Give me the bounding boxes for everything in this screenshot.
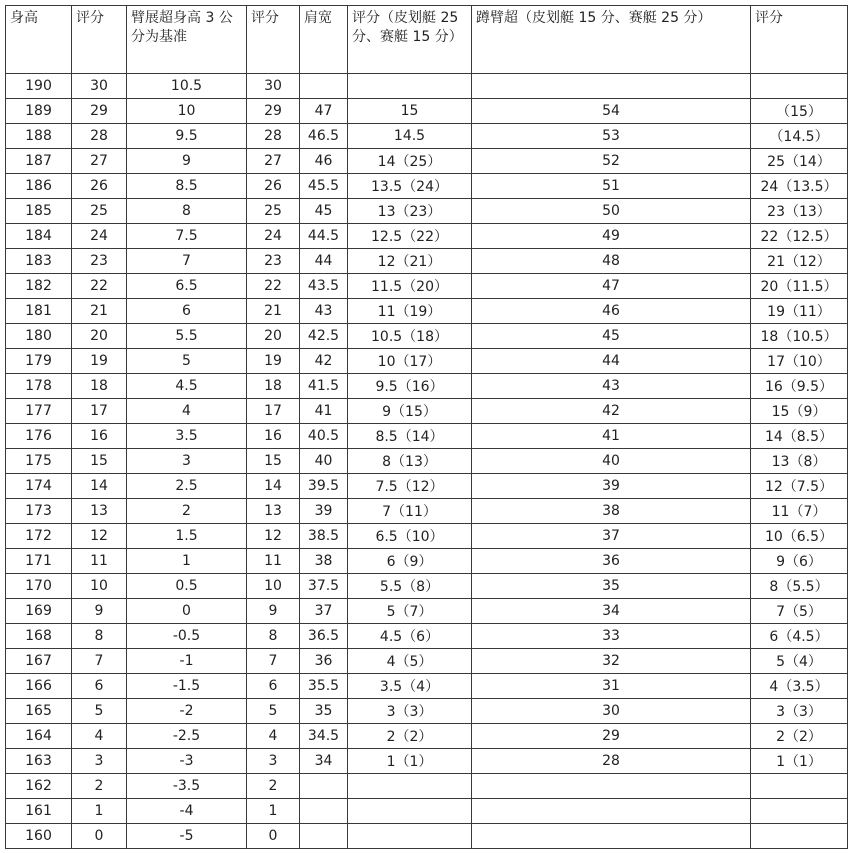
armspan-cell: -3 [127,749,247,774]
shoulder-score-cell: 3（3） [348,699,472,724]
height-cell: 167 [6,649,72,674]
shoulder-score-cell: 10.5（18） [348,324,472,349]
squat-arm-cell: 40 [472,449,751,474]
armspan-score-cell: 30 [247,74,300,99]
height-cell: 170 [6,574,72,599]
shoulder-score-cell: 6.5（10） [348,524,472,549]
squat-arm-cell: 49 [472,224,751,249]
table-row [6,674,848,699]
height-cell: 184 [6,224,72,249]
squat-arm-cell: 46 [472,299,751,324]
shoulder-score-cell: 14.5 [348,124,472,149]
height-cell: 189 [6,99,72,124]
height-score-cell: 24 [72,224,127,249]
armspan-cell: 2.5 [127,474,247,499]
table-row [6,524,848,549]
height-cell: 163 [6,749,72,774]
header-row [6,6,848,74]
armspan-score-cell: 4 [247,724,300,749]
shoulder-cell: 42 [300,349,348,374]
armspan-score-cell: 22 [247,274,300,299]
shoulder-cell: 39 [300,499,348,524]
armspan-score-cell: 10 [247,574,300,599]
shoulder-score-cell [348,799,472,824]
shoulder-cell: 36 [300,649,348,674]
squat-arm-cell: 44 [472,349,751,374]
squat-arm-score-cell: 1（1） [751,749,848,774]
armspan-cell: 10.5 [127,74,247,99]
armspan-cell: 10 [127,99,247,124]
squat-arm-score-cell: 5（4） [751,649,848,674]
shoulder-cell: 39.5 [300,474,348,499]
squat-arm-score-cell: 15（9） [751,399,848,424]
shoulder-score-cell [348,824,472,849]
armspan-cell: 9.5 [127,124,247,149]
squat-arm-cell: 53 [472,124,751,149]
armspan-cell: 2 [127,499,247,524]
squat-arm-score-cell: 17（10） [751,349,848,374]
height-score-cell: 12 [72,524,127,549]
height-score-cell: 20 [72,324,127,349]
squat-arm-cell: 43 [472,374,751,399]
table-row [6,124,848,149]
header-height-score: 评分 [72,6,127,74]
table-row [6,249,848,274]
height-cell: 175 [6,449,72,474]
squat-arm-score-cell: 25（14） [751,149,848,174]
shoulder-score-cell: 9（15） [348,399,472,424]
squat-arm-cell: 29 [472,724,751,749]
shoulder-score-cell: 11.5（20） [348,274,472,299]
armspan-cell: 7 [127,249,247,274]
squat-arm-score-cell [751,774,848,799]
table-row [6,699,848,724]
squat-arm-cell [472,824,751,849]
height-score-cell: 18 [72,374,127,399]
squat-arm-score-cell: 9（6） [751,549,848,574]
armspan-cell: 3.5 [127,424,247,449]
armspan-score-cell: 25 [247,199,300,224]
table-row [6,824,848,849]
armspan-score-cell: 2 [247,774,300,799]
shoulder-score-cell: 5.5（8） [348,574,472,599]
armspan-cell: -3.5 [127,774,247,799]
armspan-score-cell: 9 [247,599,300,624]
height-score-cell: 17 [72,399,127,424]
height-score-cell: 5 [72,699,127,724]
height-cell: 178 [6,374,72,399]
score-table [5,5,848,849]
squat-arm-score-cell: 2（2） [751,724,848,749]
height-cell: 172 [6,524,72,549]
squat-arm-cell: 38 [472,499,751,524]
shoulder-cell: 38.5 [300,524,348,549]
armspan-cell: 8 [127,199,247,224]
shoulder-score-cell: 4.5（6） [348,624,472,649]
shoulder-score-cell: 13.5（24） [348,174,472,199]
squat-arm-cell: 52 [472,149,751,174]
armspan-cell: -1.5 [127,674,247,699]
squat-arm-cell: 50 [472,199,751,224]
shoulder-score-cell: 4（5） [348,649,472,674]
armspan-score-cell: 6 [247,674,300,699]
table-row [6,274,848,299]
armspan-cell: 5.5 [127,324,247,349]
armspan-score-cell: 0 [247,824,300,849]
height-score-cell: 2 [72,774,127,799]
squat-arm-cell: 35 [472,574,751,599]
table-row [6,649,848,674]
shoulder-cell: 37 [300,599,348,624]
height-score-cell: 7 [72,649,127,674]
armspan-score-cell: 7 [247,649,300,674]
armspan-score-cell: 27 [247,149,300,174]
armspan-cell: 8.5 [127,174,247,199]
squat-arm-score-cell: 18（10.5） [751,324,848,349]
squat-arm-score-cell [751,74,848,99]
armspan-score-cell: 3 [247,749,300,774]
squat-arm-score-cell: 12（7.5） [751,474,848,499]
armspan-score-cell: 28 [247,124,300,149]
squat-arm-cell: 54 [472,99,751,124]
table-row [6,299,848,324]
squat-arm-score-cell: 8（5.5） [751,574,848,599]
shoulder-cell [300,824,348,849]
shoulder-cell: 36.5 [300,624,348,649]
table-row [6,224,848,249]
squat-arm-cell: 37 [472,524,751,549]
table-row [6,74,848,99]
squat-arm-score-cell: 22（12.5） [751,224,848,249]
squat-arm-cell: 33 [472,624,751,649]
header-armspan-score: 评分 [247,6,300,74]
squat-arm-cell: 48 [472,249,751,274]
height-score-cell: 26 [72,174,127,199]
height-cell: 177 [6,399,72,424]
shoulder-cell: 43.5 [300,274,348,299]
armspan-cell: 1.5 [127,524,247,549]
shoulder-cell: 45.5 [300,174,348,199]
table-row [6,99,848,124]
height-score-cell: 10 [72,574,127,599]
shoulder-score-cell: 6（9） [348,549,472,574]
armspan-cell: -2.5 [127,724,247,749]
header-shoulder-score: 评分（皮划艇 25 分、赛艇 15 分） [348,6,472,74]
height-cell: 179 [6,349,72,374]
shoulder-score-cell [348,74,472,99]
shoulder-cell [300,774,348,799]
squat-arm-cell [472,74,751,99]
shoulder-score-cell: 7（11） [348,499,472,524]
squat-arm-cell: 39 [472,474,751,499]
header-height: 身高 [6,6,72,74]
squat-arm-cell: 51 [472,174,751,199]
armspan-score-cell: 23 [247,249,300,274]
shoulder-score-cell [348,774,472,799]
height-score-cell: 6 [72,674,127,699]
armspan-cell: 4.5 [127,374,247,399]
table-row [6,324,848,349]
height-score-cell: 27 [72,149,127,174]
height-score-cell: 19 [72,349,127,374]
table-row [6,624,848,649]
table-row [6,724,848,749]
armspan-cell: -4 [127,799,247,824]
table-row [6,399,848,424]
height-cell: 165 [6,699,72,724]
height-score-cell: 25 [72,199,127,224]
height-score-cell: 30 [72,74,127,99]
shoulder-cell: 40.5 [300,424,348,449]
height-score-cell: 22 [72,274,127,299]
armspan-score-cell: 11 [247,549,300,574]
armspan-cell: 0 [127,599,247,624]
shoulder-cell: 35.5 [300,674,348,699]
shoulder-cell: 34 [300,749,348,774]
height-score-cell: 23 [72,249,127,274]
squat-arm-score-cell: 24（13.5） [751,174,848,199]
table-row [6,599,848,624]
shoulder-score-cell: 1（1） [348,749,472,774]
armspan-score-cell: 12 [247,524,300,549]
height-cell: 161 [6,799,72,824]
shoulder-score-cell: 3.5（4） [348,674,472,699]
table-row [6,474,848,499]
shoulder-score-cell: 13（23） [348,199,472,224]
height-cell: 180 [6,324,72,349]
squat-arm-score-cell: 13（8） [751,449,848,474]
table-row [6,349,848,374]
height-cell: 160 [6,824,72,849]
shoulder-cell: 40 [300,449,348,474]
armspan-score-cell: 5 [247,699,300,724]
squat-arm-score-cell: 23（13） [751,199,848,224]
armspan-cell: 7.5 [127,224,247,249]
squat-arm-cell: 28 [472,749,751,774]
armspan-cell: -5 [127,824,247,849]
shoulder-cell: 46.5 [300,124,348,149]
squat-arm-score-cell: 3（3） [751,699,848,724]
squat-arm-score-cell: 11（7） [751,499,848,524]
squat-arm-score-cell: （15） [751,99,848,124]
table-row [6,774,848,799]
height-score-cell: 3 [72,749,127,774]
table-row [6,574,848,599]
armspan-cell: 4 [127,399,247,424]
height-score-cell: 1 [72,799,127,824]
squat-arm-cell: 42 [472,399,751,424]
height-score-cell: 15 [72,449,127,474]
height-score-cell: 14 [72,474,127,499]
height-cell: 185 [6,199,72,224]
armspan-cell: -1 [127,649,247,674]
shoulder-score-cell: 10（17） [348,349,472,374]
squat-arm-score-cell: 6（4.5） [751,624,848,649]
height-cell: 190 [6,74,72,99]
shoulder-score-cell: 12.5（22） [348,224,472,249]
squat-arm-score-cell [751,824,848,849]
header-squat-arm: 蹲臂超（皮划艇 15 分、赛艇 25 分） [472,6,751,74]
header-squat-arm-score: 评分 [751,6,848,74]
height-score-cell: 21 [72,299,127,324]
shoulder-cell: 41.5 [300,374,348,399]
shoulder-score-cell: 7.5（12） [348,474,472,499]
armspan-score-cell: 29 [247,99,300,124]
shoulder-cell: 46 [300,149,348,174]
height-score-cell: 11 [72,549,127,574]
shoulder-cell: 45 [300,199,348,224]
shoulder-cell [300,74,348,99]
armspan-score-cell: 1 [247,799,300,824]
height-cell: 188 [6,124,72,149]
shoulder-score-cell: 9.5（16） [348,374,472,399]
shoulder-score-cell: 2（2） [348,724,472,749]
height-cell: 183 [6,249,72,274]
table-row [6,499,848,524]
squat-arm-cell: 34 [472,599,751,624]
height-cell: 174 [6,474,72,499]
header-shoulder: 肩宽 [300,6,348,74]
squat-arm-score-cell: 20（11.5） [751,274,848,299]
armspan-score-cell: 20 [247,324,300,349]
shoulder-cell: 34.5 [300,724,348,749]
table-row [6,424,848,449]
squat-arm-cell: 31 [472,674,751,699]
squat-arm-cell: 45 [472,324,751,349]
height-score-cell: 13 [72,499,127,524]
squat-arm-score-cell: 19（11） [751,299,848,324]
shoulder-cell: 37.5 [300,574,348,599]
armspan-score-cell: 26 [247,174,300,199]
table-row [6,549,848,574]
height-cell: 162 [6,774,72,799]
armspan-score-cell: 16 [247,424,300,449]
height-score-cell: 16 [72,424,127,449]
shoulder-cell: 44 [300,249,348,274]
shoulder-cell: 35 [300,699,348,724]
squat-arm-cell: 47 [472,274,751,299]
header-armspan: 臂展超身高 3 公分为基准 [127,6,247,74]
shoulder-score-cell: 8.5（14） [348,424,472,449]
table-row [6,749,848,774]
height-cell: 169 [6,599,72,624]
armspan-score-cell: 8 [247,624,300,649]
squat-arm-score-cell: 21（12） [751,249,848,274]
table-row [6,199,848,224]
armspan-cell: 3 [127,449,247,474]
squat-arm-cell: 30 [472,699,751,724]
height-score-cell: 9 [72,599,127,624]
armspan-cell: 9 [127,149,247,174]
height-cell: 166 [6,674,72,699]
squat-arm-score-cell: 16（9.5） [751,374,848,399]
squat-arm-score-cell: 7（5） [751,599,848,624]
height-cell: 171 [6,549,72,574]
squat-arm-cell: 36 [472,549,751,574]
table-body [6,6,848,849]
squat-arm-score-cell: 10（6.5） [751,524,848,549]
armspan-cell: -2 [127,699,247,724]
squat-arm-cell: 32 [472,649,751,674]
armspan-score-cell: 15 [247,449,300,474]
armspan-score-cell: 17 [247,399,300,424]
armspan-cell: 6 [127,299,247,324]
height-cell: 168 [6,624,72,649]
squat-arm-score-cell: 14（8.5） [751,424,848,449]
table-row [6,374,848,399]
shoulder-score-cell: 12（21） [348,249,472,274]
shoulder-cell [300,799,348,824]
table-row [6,449,848,474]
squat-arm-cell [472,774,751,799]
table-row [6,174,848,199]
armspan-cell: 0.5 [127,574,247,599]
armspan-score-cell: 24 [247,224,300,249]
shoulder-score-cell: 15 [348,99,472,124]
shoulder-cell: 43 [300,299,348,324]
shoulder-cell: 44.5 [300,224,348,249]
shoulder-cell: 41 [300,399,348,424]
height-score-cell: 28 [72,124,127,149]
shoulder-cell: 47 [300,99,348,124]
height-cell: 173 [6,499,72,524]
shoulder-score-cell: 5（7） [348,599,472,624]
height-score-cell: 8 [72,624,127,649]
shoulder-cell: 42.5 [300,324,348,349]
armspan-cell: 1 [127,549,247,574]
height-cell: 182 [6,274,72,299]
armspan-score-cell: 19 [247,349,300,374]
armspan-score-cell: 21 [247,299,300,324]
squat-arm-score-cell: （14.5） [751,124,848,149]
squat-arm-cell: 41 [472,424,751,449]
squat-arm-score-cell: 4（3.5） [751,674,848,699]
table-row [6,799,848,824]
shoulder-score-cell: 8（13） [348,449,472,474]
height-cell: 186 [6,174,72,199]
armspan-cell: 6.5 [127,274,247,299]
height-score-cell: 0 [72,824,127,849]
armspan-score-cell: 13 [247,499,300,524]
armspan-cell: 5 [127,349,247,374]
height-cell: 164 [6,724,72,749]
armspan-score-cell: 18 [247,374,300,399]
armspan-score-cell: 14 [247,474,300,499]
armspan-cell: -0.5 [127,624,247,649]
height-score-cell: 29 [72,99,127,124]
squat-arm-cell [472,799,751,824]
table-row [6,149,848,174]
height-cell: 187 [6,149,72,174]
height-score-cell: 4 [72,724,127,749]
height-cell: 181 [6,299,72,324]
shoulder-score-cell: 14（25） [348,149,472,174]
height-cell: 176 [6,424,72,449]
shoulder-score-cell: 11（19） [348,299,472,324]
squat-arm-score-cell [751,799,848,824]
shoulder-cell: 38 [300,549,348,574]
